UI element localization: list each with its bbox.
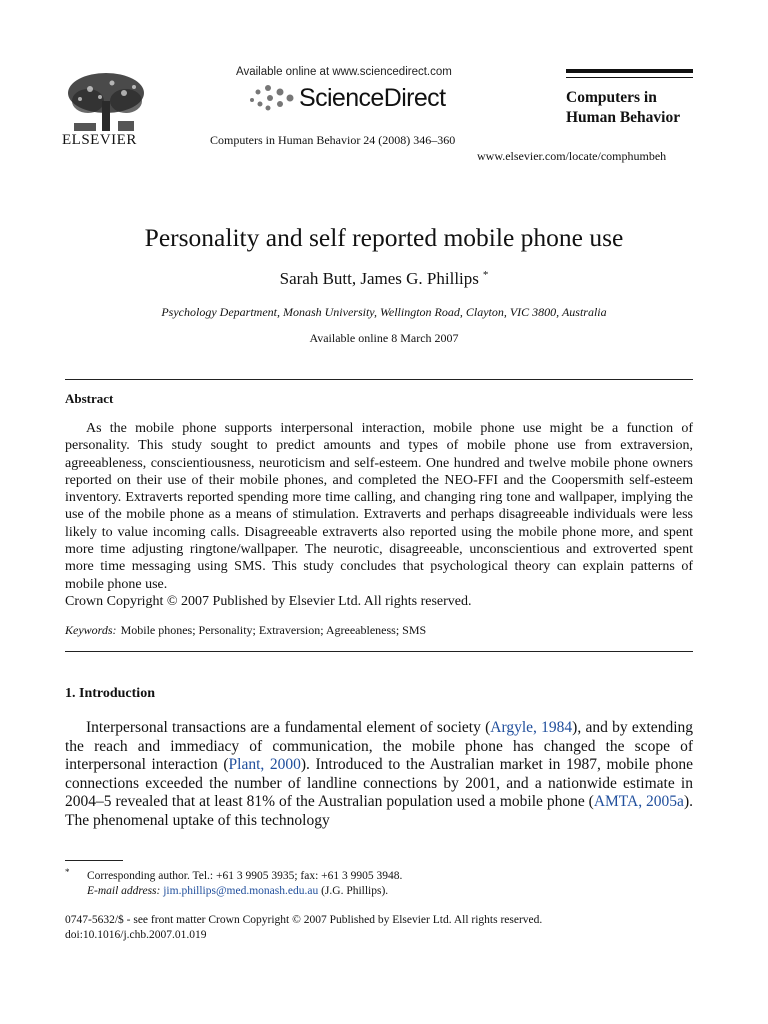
reference-link-amta[interactable]: AMTA, 2005a bbox=[593, 793, 684, 811]
footnote-corresponding bbox=[65, 865, 402, 884]
email-label: E-mail address: bbox=[87, 885, 161, 897]
doi-line[interactable]: doi:10.1016/j.chb.2007.01.019 bbox=[65, 929, 207, 941]
abstract-top-rule bbox=[65, 379, 693, 380]
journal-name-line1: Computers in bbox=[566, 89, 657, 106]
abstract-bottom-rule bbox=[65, 651, 693, 652]
page-footer bbox=[65, 913, 542, 943]
journal-citation: Computers in Human Behavior 24 (2008) 346–360 bbox=[210, 133, 456, 147]
journal-name bbox=[566, 88, 706, 128]
abstract-body bbox=[65, 420, 693, 610]
intro-text-3: ). Introduced to the Australian market in 1987, mobile phone connections exceeded the number of landline connections by 2001, and a nationwide estimate in 2004–5 revealed that at least 81% of the Australian population used a mobile phone ( bbox=[65, 756, 693, 811]
footnote-mark: * bbox=[65, 867, 70, 877]
available-online-banner[interactable]: Available online at www.sciencedirect.com bbox=[236, 66, 452, 78]
intro-text-4: ). The phenomenal uptake of this technology bbox=[65, 793, 693, 829]
footnote bbox=[65, 865, 402, 899]
footnote-email bbox=[65, 884, 402, 899]
sciencedirect-logo-text: ScienceDirect bbox=[299, 84, 446, 112]
corresponding-author-mark[interactable]: * bbox=[482, 269, 489, 281]
issn-line: 0747-5632/$ - see front matter Crown Copyright © 2007 Published by Elsevier Ltd. All rights reserved. bbox=[65, 914, 543, 926]
intro-text-1: Interpersonal transactions are a fundamental element of society ( bbox=[86, 719, 491, 736]
keywords-label: Keywords: bbox=[65, 623, 117, 637]
available-online-date: Available online 8 March 2007 bbox=[309, 331, 459, 345]
keywords bbox=[65, 623, 426, 638]
abstract-text: As the mobile phone supports interpersonal interaction, mobile phone use might be a function of personality. This study sought to predict amounts and types of mobile phone use from extraversion, agreeableness, conscientiousness, neuroticism and self-esteem. One hundred and twelve mobile phone owners reported on their use of their mobile phones, and completed the NEO-FFI and the Coopersmith self-esteem inventory. Extraverts reported spending more time calling, and changing ring tone and wallpaper, implying the use of the mobile phone as a means of stimulation. Extraverts and perhaps disagreeable individuals were less likely to value incoming calls. Disagreeable extraverts also reported using the mobile phone more, and spent more time adjusting ringtone/wallpaper. The neurotic, disagreeable, unconscientious and extroverted spent more time messaging using SMS. This study concludes that psychological theory can explain patterns of mobile phone use. bbox=[65, 421, 693, 592]
reference-link-plant[interactable]: Plant, 2000 bbox=[228, 756, 301, 774]
intro-text-2: ), and by extending the reach and immediacy of communication, the mobile phone has changed the scope of interpersonal interaction ( bbox=[65, 719, 693, 774]
sciencedirect-dots-icon bbox=[246, 80, 294, 112]
elsevier-wordmark: ELSEVIER bbox=[62, 132, 137, 148]
article-title: Personality and self reported mobile phone use bbox=[144, 223, 624, 252]
author-affiliation: Psychology Department, Monash University, Wellington Road, Clayton, VIC 3800, Australia bbox=[161, 305, 607, 319]
footnote-contact: Corresponding author. Tel.: +61 3 9905 3935; fax: +61 3 9905 3948. bbox=[87, 870, 403, 882]
introduction-paragraph bbox=[65, 719, 693, 831]
email-link[interactable]: jim.phillips@med.monash.edu.au bbox=[163, 885, 319, 897]
keywords-list: Mobile phones; Personality; Extraversion; Agreeableness; SMS bbox=[120, 623, 427, 637]
email-suffix: (J.G. Phillips). bbox=[321, 885, 389, 897]
footnote-rule bbox=[65, 860, 123, 861]
journal-rule-thin bbox=[566, 77, 693, 78]
abstract-copyright: Crown Copyright © 2007 Published by Elsevier Ltd. All rights reserved. bbox=[65, 593, 472, 609]
reference-link-argyle[interactable]: Argyle, 1984 bbox=[490, 719, 573, 736]
abstract-heading: Abstract bbox=[65, 391, 114, 406]
journal-rule-thick bbox=[566, 69, 693, 73]
article-authors bbox=[0, 269, 768, 289]
journal-url[interactable]: www.elsevier.com/locate/comphumbeh bbox=[477, 149, 667, 163]
author-names: Sarah Butt, James G. Phillips bbox=[279, 269, 479, 288]
journal-name-line2: Human Behavior bbox=[566, 109, 681, 126]
introduction-body bbox=[65, 719, 693, 831]
section-heading-introduction: 1. Introduction bbox=[65, 686, 155, 701]
